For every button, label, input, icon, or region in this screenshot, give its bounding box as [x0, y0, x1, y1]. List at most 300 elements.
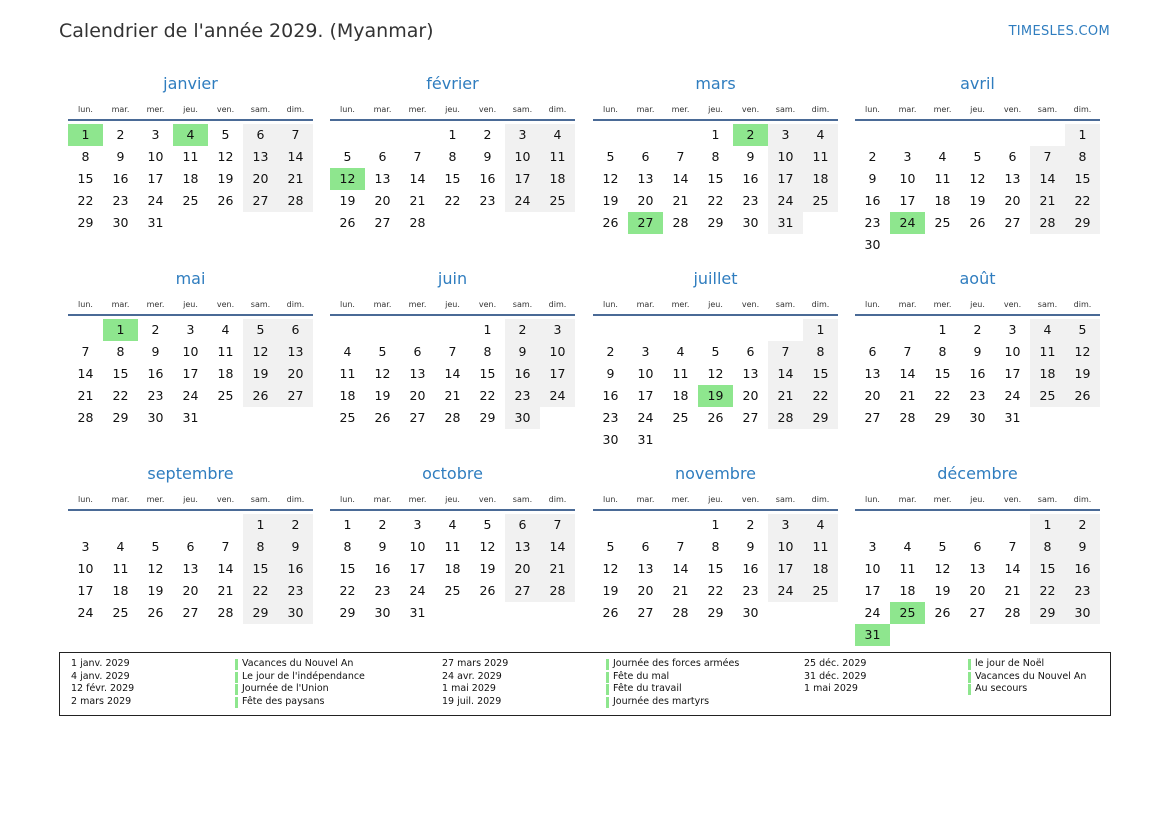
day-cell: 22: [243, 580, 278, 602]
day-cell: 15: [77, 171, 94, 186]
weekday-label: sam.: [250, 300, 271, 309]
day-cell: 30: [374, 605, 391, 620]
day-cell: 1: [343, 517, 352, 532]
day-cell: 11: [217, 344, 234, 359]
weekday-label: lun.: [865, 300, 880, 309]
holiday-marker: [235, 697, 238, 708]
holiday-date: 1 mai 2029: [442, 683, 496, 695]
day-cell: 7: [768, 341, 803, 363]
month-calendar: [855, 74, 1100, 264]
day-cell: 23: [602, 410, 619, 425]
day-cell: 18: [540, 168, 575, 190]
day-cell: 15: [479, 366, 496, 381]
weekday-label: sam.: [775, 495, 796, 504]
day-cell: 27: [969, 605, 986, 620]
day-cell: 22: [803, 385, 838, 407]
day-cell: 4: [343, 344, 352, 359]
day-cell: 9: [505, 341, 540, 363]
weekday-label: jeu.: [970, 105, 985, 114]
day-cell: 14: [278, 146, 313, 168]
day-cell: 2: [606, 344, 615, 359]
day-cell: 16: [479, 171, 496, 186]
weekday-label: ven.: [478, 300, 497, 309]
day-cell: 23: [1065, 580, 1100, 602]
weekday-label: mar.: [373, 300, 392, 309]
day-cell: 26: [707, 410, 724, 425]
day-cell: 20: [864, 388, 881, 403]
day-cell: 9: [378, 539, 387, 554]
header-divider: [68, 509, 313, 511]
day-cell: 17: [540, 363, 575, 385]
day-cell: 19: [217, 171, 234, 186]
day-cell: 26: [1065, 385, 1100, 407]
day-cell: 8: [711, 149, 720, 164]
day-cell: 22: [112, 388, 129, 403]
day-cell: 18: [803, 558, 838, 580]
weekday-label: mer.: [146, 105, 165, 114]
weekday-label: dim.: [548, 495, 567, 504]
weekday-label: sam.: [775, 300, 796, 309]
day-cell: 26: [339, 215, 356, 230]
month-name: février: [426, 74, 479, 93]
weekday-label: mer.: [671, 105, 690, 114]
holiday-day-cell: 1: [68, 124, 103, 146]
weekday-label: jeu.: [708, 105, 723, 114]
weekday-label: sam.: [512, 300, 533, 309]
holiday-name: Vacances du Nouvel An: [975, 670, 1087, 682]
header-divider: [68, 314, 313, 316]
weekday-label: jeu.: [183, 105, 198, 114]
day-cell: 5: [151, 539, 160, 554]
day-cell: 27: [505, 580, 540, 602]
day-cell: 8: [711, 539, 720, 554]
day-cell: 21: [768, 385, 803, 407]
day-cell: 6: [641, 539, 650, 554]
weekday-label: ven.: [1003, 495, 1022, 504]
weekday-label: mer.: [408, 300, 427, 309]
day-cell: 1: [938, 322, 947, 337]
day-cell: 18: [182, 171, 199, 186]
day-cell: 3: [1008, 322, 1017, 337]
day-cell: 3: [81, 539, 90, 554]
day-cell: 23: [969, 388, 986, 403]
weekday-label: mar.: [898, 495, 917, 504]
holiday-marker: [606, 684, 609, 695]
day-cell: 11: [112, 561, 129, 576]
month-calendar: [330, 74, 575, 264]
day-cell: 12: [479, 539, 496, 554]
day-cell: 17: [77, 583, 94, 598]
day-cell: 11: [899, 561, 916, 576]
header-divider: [68, 119, 313, 121]
holiday-day-cell: 27: [628, 212, 663, 234]
day-cell: 7: [413, 149, 422, 164]
day-cell: 26: [479, 583, 496, 598]
day-cell: 4: [676, 344, 685, 359]
weekday-label: lun.: [865, 495, 880, 504]
day-cell: 5: [1065, 319, 1100, 341]
day-cell: 5: [378, 344, 387, 359]
day-cell: 30: [505, 407, 540, 429]
day-cell: 21: [672, 193, 689, 208]
weekday-label: sam.: [250, 105, 271, 114]
day-cell: 19: [147, 583, 164, 598]
day-cell: 3: [186, 322, 195, 337]
day-cell: 18: [672, 388, 689, 403]
header-divider: [330, 119, 575, 121]
month-calendar: [593, 269, 838, 459]
day-cell: 30: [742, 215, 759, 230]
day-grid: [593, 514, 838, 646]
holiday-day-cell: 1: [103, 319, 138, 341]
weekday-label: lun.: [78, 105, 93, 114]
day-cell: 15: [444, 171, 461, 186]
brand-link[interactable]: TIMESLES.COM: [1008, 24, 1110, 39]
holiday-legend: [59, 652, 1111, 716]
weekday-header: [68, 300, 313, 314]
day-cell: 6: [641, 149, 650, 164]
month-name: mai: [175, 269, 206, 288]
day-cell: 7: [278, 124, 313, 146]
holiday-marker: [968, 659, 971, 670]
holiday-date: 12 févr. 2029: [71, 683, 135, 695]
day-cell: 21: [540, 558, 575, 580]
holiday-marker: [235, 672, 238, 683]
holiday-date: 31 déc. 2029: [804, 670, 867, 682]
day-cell: 5: [938, 539, 947, 554]
weekday-header: [330, 495, 575, 509]
legend-entry: [71, 683, 401, 696]
day-cell: 28: [672, 605, 689, 620]
weekday-label: lun.: [603, 300, 618, 309]
legend-entry: [442, 683, 772, 696]
day-cell: 25: [934, 215, 951, 230]
weekday-label: sam.: [1037, 105, 1058, 114]
weekday-label: lun.: [340, 300, 355, 309]
weekday-label: jeu.: [708, 300, 723, 309]
weekday-label: mar.: [636, 300, 655, 309]
day-cell: 27: [637, 605, 654, 620]
weekday-label: mar.: [373, 105, 392, 114]
holiday-marker: [606, 659, 609, 670]
day-cell: 29: [479, 410, 496, 425]
holiday-day-cell: 24: [890, 212, 925, 234]
day-cell: 24: [77, 605, 94, 620]
weekday-label: mer.: [146, 300, 165, 309]
day-cell: 24: [637, 410, 654, 425]
day-cell: 14: [540, 536, 575, 558]
holiday-date: 25 déc. 2029: [804, 658, 867, 669]
day-cell: 12: [243, 341, 278, 363]
day-cell: 19: [374, 388, 391, 403]
day-cell: 30: [602, 432, 619, 447]
day-cell: 4: [803, 124, 838, 146]
day-cell: 21: [77, 388, 94, 403]
weekday-label: jeu.: [708, 495, 723, 504]
day-cell: 6: [505, 514, 540, 536]
day-cell: 28: [540, 580, 575, 602]
header-divider: [855, 119, 1100, 121]
day-cell: 16: [742, 171, 759, 186]
day-cell: 4: [221, 322, 230, 337]
weekday-label: sam.: [1037, 300, 1058, 309]
day-cell: 29: [339, 605, 356, 620]
weekday-label: jeu.: [445, 300, 460, 309]
day-cell: 15: [243, 558, 278, 580]
day-cell: 19: [243, 363, 278, 385]
day-cell: 22: [479, 388, 496, 403]
month-name: septembre: [147, 464, 234, 483]
day-cell: 15: [707, 561, 724, 576]
day-cell: 11: [444, 539, 461, 554]
day-cell: 5: [606, 149, 615, 164]
day-cell: 22: [77, 193, 94, 208]
weekday-label: mar.: [898, 300, 917, 309]
day-cell: 12: [602, 561, 619, 576]
month-name: avril: [960, 74, 995, 93]
month-calendar: [855, 464, 1100, 654]
weekday-label: jeu.: [445, 105, 460, 114]
day-cell: 18: [444, 561, 461, 576]
day-cell: 9: [746, 539, 755, 554]
day-cell: 17: [637, 388, 654, 403]
day-cell: 2: [746, 517, 755, 532]
day-cell: 27: [278, 385, 313, 407]
weekday-label: mar.: [111, 105, 130, 114]
day-cell: 11: [934, 171, 951, 186]
weekday-label: jeu.: [970, 495, 985, 504]
day-cell: 10: [147, 149, 164, 164]
day-cell: 18: [934, 193, 951, 208]
day-cell: 23: [505, 385, 540, 407]
day-grid: [330, 514, 575, 646]
month-name: novembre: [674, 464, 757, 483]
day-cell: 21: [1030, 190, 1065, 212]
day-cell: 19: [602, 583, 619, 598]
weekday-label: mar.: [898, 105, 917, 114]
day-cell: 7: [676, 149, 685, 164]
day-cell: 16: [1065, 558, 1100, 580]
month-calendar: [593, 74, 838, 264]
day-cell: 10: [768, 536, 803, 558]
header-divider: [593, 119, 838, 121]
day-cell: 24: [864, 605, 881, 620]
day-cell: 16: [147, 366, 164, 381]
month-calendar: [68, 269, 313, 459]
day-cell: 28: [444, 410, 461, 425]
day-cell: 10: [768, 146, 803, 168]
day-cell: 4: [803, 514, 838, 536]
weekday-label: mar.: [373, 495, 392, 504]
month-name: août: [959, 269, 996, 288]
day-cell: 3: [641, 344, 650, 359]
legend-entry: [804, 658, 1134, 671]
day-cell: 15: [339, 561, 356, 576]
day-cell: 7: [448, 344, 457, 359]
day-cell: 17: [409, 561, 426, 576]
day-cell: 8: [1065, 146, 1100, 168]
weekday-header: [855, 300, 1100, 314]
day-cell: 21: [444, 388, 461, 403]
weekday-header: [68, 495, 313, 509]
weekday-label: dim.: [1073, 495, 1092, 504]
weekday-label: jeu.: [970, 300, 985, 309]
day-cell: 4: [116, 539, 125, 554]
day-cell: 30: [864, 237, 881, 252]
weekday-label: ven.: [216, 495, 235, 504]
day-cell: 1: [711, 517, 720, 532]
day-cell: 21: [217, 583, 234, 598]
month-calendar: [855, 269, 1100, 459]
day-cell: 29: [112, 410, 129, 425]
day-cell: 31: [182, 410, 199, 425]
day-cell: 11: [1030, 341, 1065, 363]
day-cell: 9: [606, 366, 615, 381]
header-divider: [855, 509, 1100, 511]
month-calendar: [68, 464, 313, 654]
day-cell: 5: [243, 319, 278, 341]
day-cell: 16: [969, 366, 986, 381]
day-cell: 14: [77, 366, 94, 381]
holiday-date: 4 janv. 2029: [71, 670, 130, 682]
day-cell: 18: [339, 388, 356, 403]
day-cell: 10: [864, 561, 881, 576]
legend-entry: [442, 658, 772, 671]
holiday-day-cell: 12: [330, 168, 365, 190]
day-cell: 8: [116, 344, 125, 359]
weekday-label: ven.: [216, 300, 235, 309]
holiday-name: Fête du mal: [613, 670, 670, 682]
day-cell: 18: [1030, 363, 1065, 385]
day-cell: 4: [938, 149, 947, 164]
day-cell: 18: [217, 366, 234, 381]
day-cell: 19: [969, 193, 986, 208]
day-cell: 20: [637, 583, 654, 598]
day-cell: 3: [868, 539, 877, 554]
day-cell: 19: [339, 193, 356, 208]
day-cell: 26: [602, 605, 619, 620]
day-cell: 26: [217, 193, 234, 208]
day-cell: 25: [112, 605, 129, 620]
holiday-date: 27 mars 2029: [442, 658, 509, 669]
weekday-label: dim.: [1073, 105, 1092, 114]
day-cell: 7: [540, 514, 575, 536]
weekday-label: dim.: [286, 300, 305, 309]
day-cell: 28: [77, 410, 94, 425]
day-cell: 26: [243, 385, 278, 407]
day-cell: 2: [116, 127, 125, 142]
day-cell: 16: [112, 171, 129, 186]
day-cell: 17: [768, 558, 803, 580]
weekday-header: [855, 495, 1100, 509]
day-cell: 25: [1030, 385, 1065, 407]
day-cell: 6: [1008, 149, 1017, 164]
legend-entry: [804, 671, 1134, 684]
day-cell: 18: [112, 583, 129, 598]
day-cell: 9: [483, 149, 492, 164]
day-cell: 30: [278, 602, 313, 624]
day-cell: 28: [768, 407, 803, 429]
day-cell: 12: [374, 366, 391, 381]
weekday-header: [593, 300, 838, 314]
day-cell: 13: [1004, 171, 1021, 186]
day-cell: 29: [243, 602, 278, 624]
month-calendar: [68, 74, 313, 264]
day-cell: 9: [973, 344, 982, 359]
day-cell: 25: [444, 583, 461, 598]
day-cell: 7: [1030, 146, 1065, 168]
day-cell: 9: [278, 536, 313, 558]
day-cell: 24: [505, 190, 540, 212]
day-cell: 23: [479, 193, 496, 208]
weekday-label: ven.: [478, 495, 497, 504]
day-cell: 8: [938, 344, 947, 359]
day-cell: 20: [1004, 193, 1021, 208]
day-cell: 22: [707, 583, 724, 598]
day-cell: 13: [864, 366, 881, 381]
weekday-label: mer.: [146, 495, 165, 504]
day-cell: 3: [768, 124, 803, 146]
day-cell: 1: [1030, 514, 1065, 536]
day-cell: 3: [903, 149, 912, 164]
holiday-marker: [606, 672, 609, 683]
day-cell: 27: [864, 410, 881, 425]
weekday-label: mar.: [636, 495, 655, 504]
day-cell: 29: [1065, 212, 1100, 234]
day-cell: 24: [147, 193, 164, 208]
day-cell: 6: [378, 149, 387, 164]
day-cell: 11: [339, 366, 356, 381]
day-cell: 28: [1004, 605, 1021, 620]
day-cell: 14: [217, 561, 234, 576]
day-cell: 19: [1065, 363, 1100, 385]
weekday-header: [593, 495, 838, 509]
holiday-marker: [235, 659, 238, 670]
day-cell: 15: [112, 366, 129, 381]
day-cell: 31: [637, 432, 654, 447]
day-cell: 22: [444, 193, 461, 208]
day-cell: 2: [505, 319, 540, 341]
legend-entry: [71, 658, 401, 671]
day-cell: 29: [707, 605, 724, 620]
weekday-label: mer.: [671, 300, 690, 309]
weekday-label: mer.: [933, 495, 952, 504]
legend-entry: [71, 696, 401, 709]
day-cell: 25: [803, 190, 838, 212]
day-cell: 17: [505, 168, 540, 190]
day-cell: 18: [899, 583, 916, 598]
day-cell: 13: [742, 366, 759, 381]
day-cell: 24: [768, 580, 803, 602]
header-divider: [330, 314, 575, 316]
holiday-date: 19 juil. 2029: [442, 696, 502, 708]
day-cell: 13: [243, 146, 278, 168]
day-cell: 25: [182, 193, 199, 208]
day-cell: 10: [540, 341, 575, 363]
day-cell: 9: [151, 344, 160, 359]
day-cell: 13: [374, 171, 391, 186]
weekday-label: sam.: [1037, 495, 1058, 504]
day-cell: 6: [278, 319, 313, 341]
day-cell: 2: [278, 514, 313, 536]
day-cell: 31: [409, 605, 426, 620]
month-name: juillet: [693, 269, 738, 288]
day-cell: 24: [1004, 388, 1021, 403]
day-cell: 20: [409, 388, 426, 403]
day-cell: 8: [448, 149, 457, 164]
weekday-label: mer.: [408, 495, 427, 504]
day-cell: 1: [803, 319, 838, 341]
